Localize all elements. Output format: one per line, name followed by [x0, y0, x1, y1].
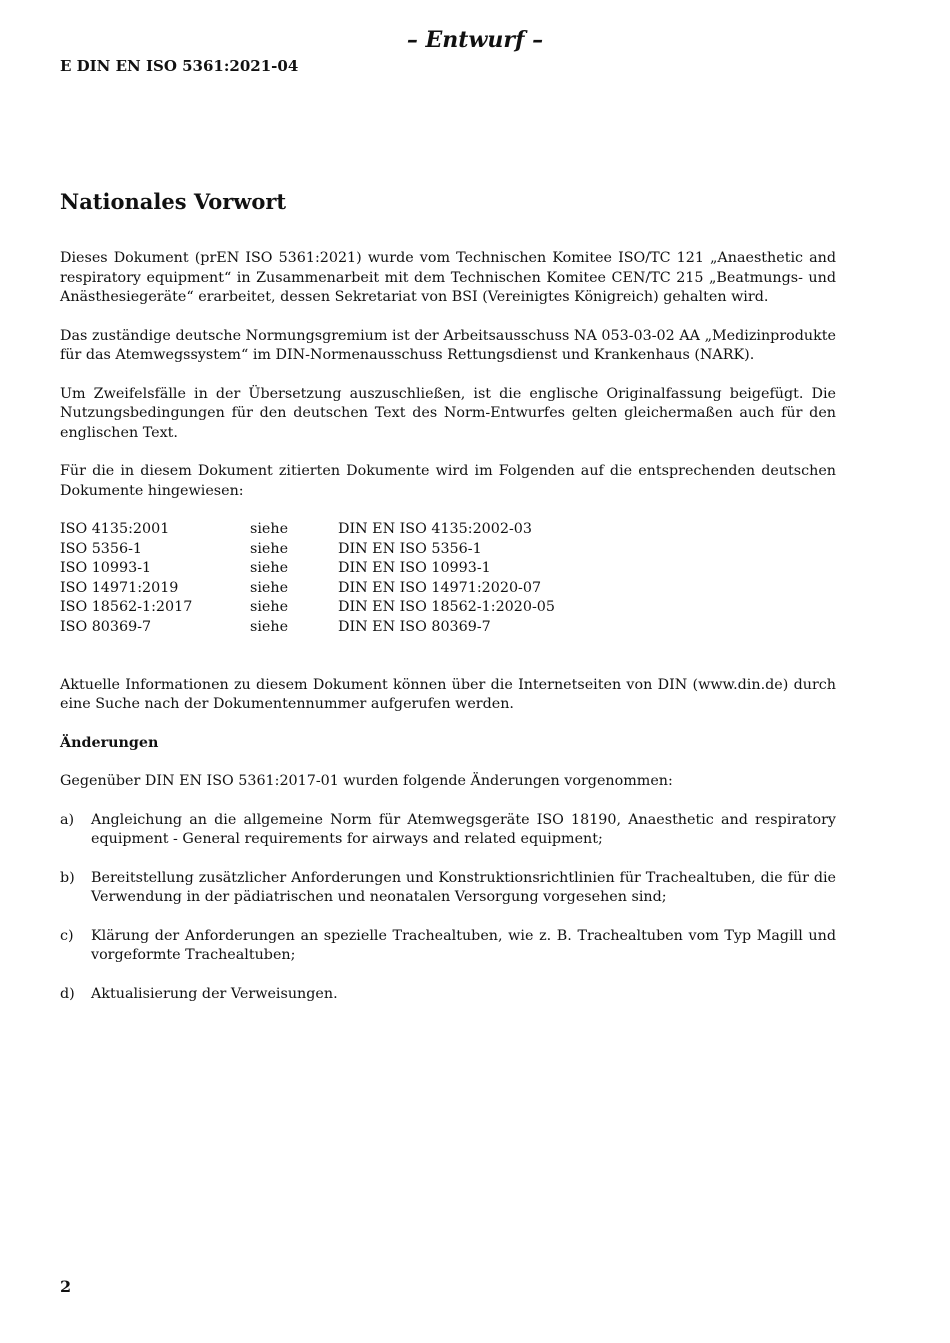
- list-item: [60, 869, 836, 908]
- reference-row: [60, 618, 555, 638]
- paragraph-references-intro: Für die in diesem Dokument zitierten Dokumente wird im Folgenden auf die entsprechenden deutschen Dokumente hingewiesen:: [60, 463, 836, 499]
- section-title: Nationales Vorwort: [60, 189, 287, 214]
- reference-relation: siehe: [250, 540, 289, 557]
- page-number: 2: [60, 1277, 72, 1296]
- reference-din: DIN EN ISO 18562-1:2020-05: [338, 599, 555, 616]
- reference-din: DIN EN ISO 10993-1: [338, 560, 491, 577]
- list-item-text: Angleichung an die allgemeine Norm für Atemwegsgeräte ISO 18190, Anaesthetic and respiratory equipment - General requirements for airways and related equipment;: [91, 811, 836, 848]
- reference-iso: ISO 5356-1: [60, 540, 143, 557]
- document-id: E DIN EN ISO 5361:2021-04: [60, 57, 299, 75]
- list-item: [60, 985, 836, 1005]
- paragraph-working-group: Das zuständige deutsche Normungsgremium ist der Arbeitsausschuss NA 053-03-02 AA „Medizinprodukte für das Atemwegssystem“ im DIN-Normenausschuss Rettungsdienst und Krankenhaus (NARK).: [60, 327, 836, 363]
- reference-row: [60, 579, 555, 599]
- reference-iso: ISO 80369-7: [60, 618, 152, 635]
- paragraph-info: Aktuelle Informationen zu diesem Dokument können über die Internetseiten von DIN (www.din.de) durch eine Suche nach der Dokumentennummer aufgerufen werden.: [60, 676, 836, 713]
- list-item-text: Bereitstellung zusätzlicher Anforderungen und Konstruktionsrichtlinien für Trachealtuben, die für die Verwendung in der pädiatrischen und neonatalen Versorgung vorgesehen sind;: [91, 869, 836, 906]
- reference-relation: siehe: [250, 599, 289, 616]
- list-item-marker: a): [60, 811, 75, 828]
- reference-row: [60, 559, 555, 579]
- list-item-marker: b): [60, 869, 75, 886]
- reference-relation: siehe: [250, 618, 289, 635]
- list-item: [60, 811, 836, 850]
- paragraph-committee: Dieses Dokument (prEN ISO 5361:2021) wurde vom Technischen Komitee ISO/TC 121 „Anaesthetic and respiratory equipment“ in Zusammenarbeit mit dem Technischen Komitee CEN/TC 215 „Beatmungs- und Anästhesiegeräte“ erarbeitet, dessen Sekretariat von BSI (Vereinigtes Königreich) gehalten wird.: [60, 250, 836, 305]
- list-item-text: Klärung der Anforderungen an spezielle Trachealtuben, wie z. B. Trachealtuben vom Typ Magill und vorgeformte Trachealtuben;: [91, 927, 836, 964]
- reference-relation: siehe: [250, 560, 289, 577]
- list-item: [60, 927, 836, 966]
- reference-relation: siehe: [250, 579, 289, 596]
- page-content: [60, 185, 836, 1023]
- reference-din: DIN EN ISO 14971:2020-07: [338, 579, 542, 596]
- reference-table: [60, 520, 555, 638]
- draft-label: – Entwurf –: [406, 27, 544, 53]
- reference-iso: ISO 18562-1:2017: [60, 599, 193, 616]
- list-item-marker: d): [60, 985, 75, 1002]
- reference-din: DIN EN ISO 5356-1: [338, 540, 482, 557]
- reference-din: DIN EN ISO 80369-7: [338, 618, 491, 635]
- reference-relation: siehe: [250, 521, 289, 537]
- reference-iso: ISO 4135:2001: [60, 521, 170, 537]
- list-item-marker: c): [60, 927, 74, 944]
- reference-row: [60, 520, 555, 540]
- reference-row: [60, 598, 555, 618]
- list-item-text: Aktualisierung der Verweisungen.: [91, 985, 338, 1002]
- paragraph-translation: Um Zweifelsfälle in der Übersetzung auszuschließen, ist die englische Originalfassung beigefügt. Die Nutzungsbedingungen für den deutschen Text des Norm-Entwurfes gelten gleichermaßen auch für den englischen Text.: [60, 385, 836, 441]
- changes-intro: Gegenüber DIN EN ISO 5361:2017-01 wurden folgende Änderungen vorgenommen:: [60, 773, 673, 790]
- reference-iso: ISO 10993-1: [60, 560, 152, 577]
- changes-list: [60, 811, 836, 1005]
- reference-row: [60, 540, 555, 560]
- reference-iso: ISO 14971:2019: [60, 579, 179, 596]
- changes-heading: Änderungen: [60, 734, 159, 751]
- reference-din: DIN EN ISO 4135:2002-03: [338, 521, 532, 537]
